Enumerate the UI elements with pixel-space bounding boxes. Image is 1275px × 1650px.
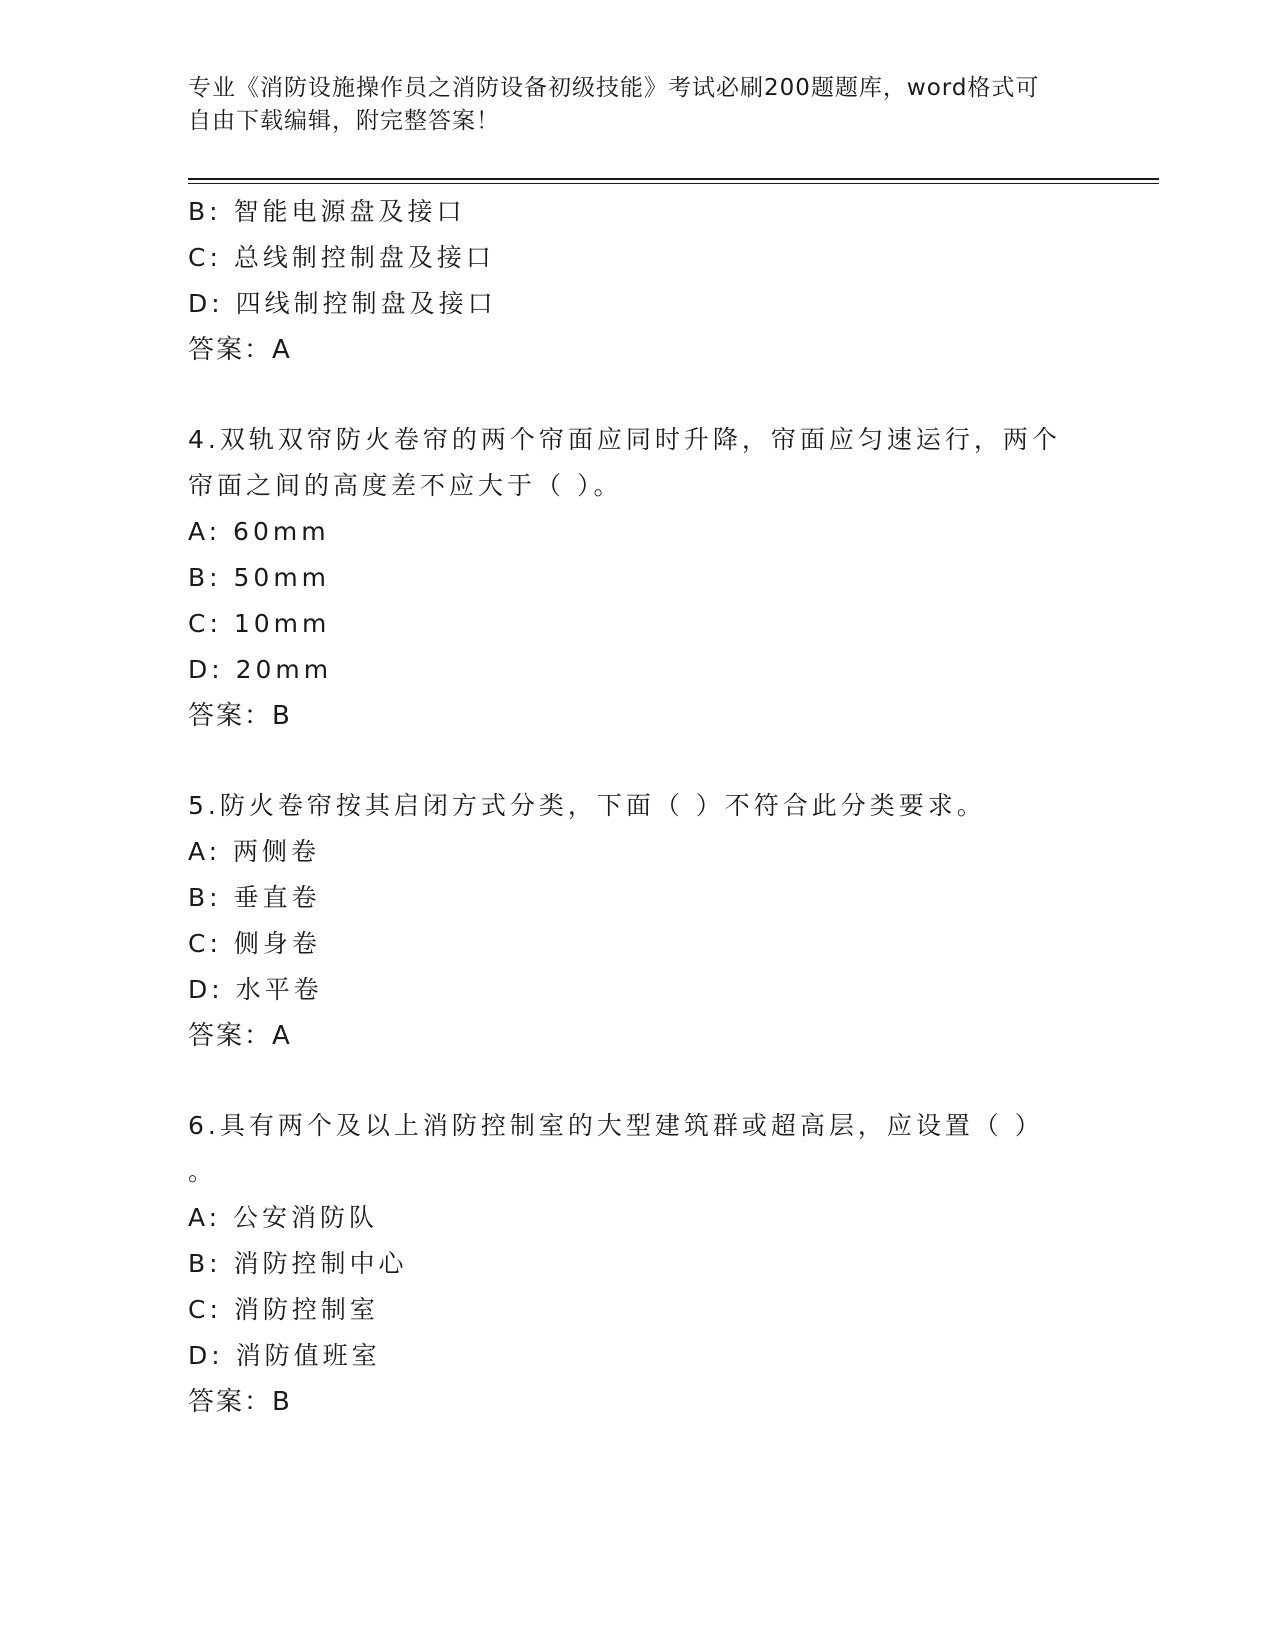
question-4 (188, 417, 1088, 739)
answer-line: 答案：B (188, 701, 292, 731)
answer-line: 答案：A (188, 335, 292, 365)
option-a: A: 两侧卷 (188, 837, 321, 866)
question-6 (188, 1103, 1088, 1425)
spacer (188, 739, 1088, 783)
option-c: C: 消防控制室 (188, 1295, 379, 1324)
option-a: A: 公安消防队 (188, 1203, 379, 1232)
option-d: D: 水平卷 (188, 975, 323, 1004)
option-c: C: 侧身卷 (188, 929, 321, 958)
question-3-tail (188, 189, 1088, 373)
question-content (188, 189, 1088, 1425)
option-d: D: 四线制控制盘及接口 (188, 289, 497, 318)
option-d: D: 20mm (188, 655, 333, 684)
option-c: C: 总线制控制盘及接口 (188, 243, 495, 272)
question-stem: 5.防火卷帘按其启闭方式分类，下面（ ）不符合此分类要求。 (188, 791, 986, 820)
document-header (188, 72, 1088, 138)
header-rule-thin (188, 183, 1159, 184)
question-5 (188, 783, 1088, 1059)
question-stem-continued: 。 (188, 1157, 218, 1186)
header-rule-thick (188, 178, 1159, 180)
option-b: B: 智能电源盘及接口 (188, 197, 466, 226)
header-line-1: 专业《消防设施操作员之消防设备初级技能》考试必刷200题题库，word格式可 (188, 75, 1040, 101)
header-line-2: 自由下载编辑，附完整答案！ (188, 108, 500, 134)
question-stem: 6.具有两个及以上消防控制室的大型建筑群或超高层，应设置（ ） (188, 1111, 1044, 1140)
question-stem: 4.双轨双帘防火卷帘的两个帘面应同时升降，帘面应匀速运行，两个 (188, 425, 1061, 454)
spacer (188, 1059, 1088, 1103)
question-stem-continued: 帘面之间的高度差不应大于（ ）。 (188, 471, 623, 500)
option-b: B: 消防控制中心 (188, 1249, 408, 1278)
option-d: D: 消防值班室 (188, 1341, 381, 1370)
option-b: B: 50mm (188, 563, 331, 592)
spacer (188, 373, 1088, 417)
answer-line: 答案：B (188, 1387, 292, 1417)
option-c: C: 10mm (188, 609, 331, 638)
option-b: B: 垂直卷 (188, 883, 321, 912)
option-a: A: 60mm (188, 517, 330, 546)
answer-line: 答案：A (188, 1021, 292, 1051)
